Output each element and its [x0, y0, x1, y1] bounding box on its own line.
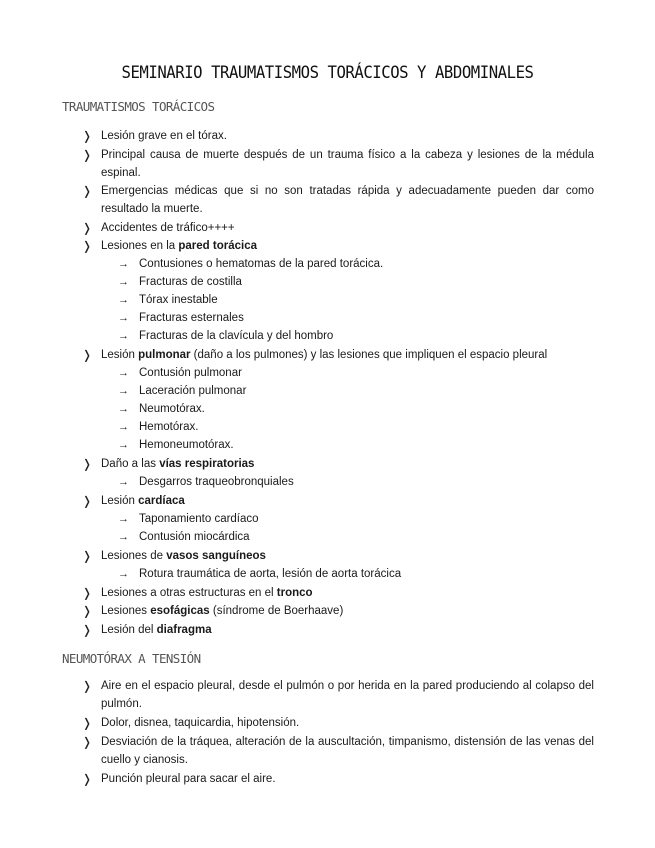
- list-item: [82, 219, 594, 237]
- item-text: Accidentes de tráfico++++: [101, 222, 235, 234]
- sub-item: [118, 473, 588, 491]
- arrow-icon: →: [118, 312, 129, 324]
- sub-item: [118, 565, 588, 583]
- list-item: [82, 677, 594, 713]
- sub-item-text: Taponamiento cardíaco: [139, 513, 259, 525]
- sub-item-text: Neumotórax.: [139, 403, 205, 415]
- arrow-icon: →: [118, 258, 129, 270]
- item-bold-text: pulmonar: [138, 349, 191, 361]
- item-text: Principal causa de muerte después de un trauma físico a la cabeza y lesiones de la médula espinal.: [101, 149, 594, 179]
- item-text: Daño a las: [101, 458, 160, 470]
- sub-item-text: Fracturas de costilla: [139, 276, 242, 288]
- item-bold-text: pared torácica: [178, 240, 257, 252]
- sub-item: [118, 510, 588, 528]
- sub-item-text: Tórax inestable: [139, 294, 218, 306]
- arrow-icon: →: [118, 421, 129, 433]
- item-bold-text: cardíaca: [138, 495, 185, 507]
- item-bold-text: vasos sanguíneos: [166, 550, 266, 562]
- sub-item-text: Contusiones o hematomas de la pared torácica.: [139, 258, 384, 270]
- item-text: Lesión grave en el tórax.: [101, 130, 227, 142]
- arrow-icon: →: [118, 439, 129, 451]
- section-heading-neumotorax: NEUMOTÓRAX A TENSIÓN: [62, 651, 201, 666]
- list-item: [82, 547, 594, 565]
- bullet-icon: ❭: [82, 604, 93, 618]
- item-text: Lesiones de: [101, 550, 167, 562]
- item-text: Dolor, disnea, taquicardia, hipotensión.: [101, 717, 300, 729]
- item-text: Lesiones a otras estructuras en el: [101, 587, 277, 599]
- item-text: Lesión del: [101, 624, 157, 636]
- list-item: [82, 492, 594, 510]
- sub-item: [118, 418, 588, 436]
- arrow-icon: →: [118, 367, 129, 379]
- item-text: Punción pleural para sacar el aire.: [101, 773, 276, 785]
- sub-item-text: Laceración pulmonar: [139, 385, 247, 397]
- item-text: Aire en el espacio pleural, desde el pulmón o por herida en la pared produciendo al colapso del pulmón.: [101, 680, 594, 710]
- arrow-icon: →: [118, 476, 129, 488]
- sub-item-text: Desgarros traqueobronquiales: [139, 476, 294, 488]
- arrow-icon: →: [118, 568, 129, 580]
- bullet-icon: ❭: [82, 348, 93, 362]
- item-text: Lesiones en la: [101, 240, 179, 252]
- bullet-icon: ❭: [82, 735, 93, 749]
- sub-item-text: Contusión pulmonar: [139, 367, 242, 379]
- bullet-icon: ❭: [82, 549, 93, 563]
- item-text: Lesión: [101, 349, 139, 361]
- item-text: Desviación de la tráquea, alteración de la auscultación, timpanismo, distensión de las venas del cuello y cianosis.: [101, 736, 594, 766]
- item-bold-text: esofágicas: [150, 605, 210, 617]
- item-text: Lesiones: [101, 605, 151, 617]
- sub-item-text: Fracturas esternales: [139, 312, 244, 324]
- sub-item: [118, 364, 588, 382]
- list-item: [82, 733, 594, 769]
- item-text: Emergencias médicas que si no son tratadas rápida y adecuadamente pueden dar como resultado la muerte.: [101, 185, 594, 215]
- bullet-icon: ❭: [82, 586, 93, 600]
- list-item: [82, 127, 594, 145]
- list-item: [82, 455, 594, 473]
- sub-item-text: Rotura traumática de aorta, lesión de aorta torácica: [139, 568, 402, 580]
- item-bold-text: vías respiratorias: [159, 458, 255, 470]
- bullet-icon: ❭: [82, 148, 93, 162]
- arrow-icon: →: [118, 403, 129, 415]
- sub-item-text: Hemotórax.: [139, 421, 199, 433]
- item-text-post: (síndrome de Boerhaave): [209, 605, 344, 617]
- item-bold-text: tronco: [276, 587, 313, 599]
- list-item: [82, 714, 594, 732]
- sub-item: [118, 436, 588, 454]
- arrow-icon: →: [118, 531, 129, 543]
- bullet-icon: ❭: [82, 457, 93, 471]
- sub-item: [118, 309, 588, 327]
- sub-item: [118, 291, 588, 309]
- arrow-icon: →: [118, 330, 129, 342]
- list-item: [82, 621, 594, 639]
- bullet-icon: ❭: [82, 494, 93, 508]
- section-heading-traumatismos: TRAUMATISMOS TORÁCICOS: [62, 99, 215, 114]
- list-item: [82, 346, 594, 364]
- sub-item: [118, 400, 588, 418]
- sub-item: [118, 255, 588, 273]
- list-item: [82, 602, 594, 620]
- bullet-icon: ❭: [82, 221, 93, 235]
- sub-item-text: Hemoneumotórax.: [139, 439, 234, 451]
- sub-item-text: Fracturas de la clavícula y del hombro: [139, 330, 334, 342]
- arrow-icon: →: [118, 294, 129, 306]
- arrow-icon: →: [118, 513, 129, 525]
- item-text: Lesión: [101, 495, 139, 507]
- arrow-icon: →: [118, 385, 129, 397]
- bullet-icon: ❭: [82, 679, 93, 693]
- list-item: [82, 770, 594, 788]
- sub-item-text: Contusión miocárdica: [139, 531, 250, 543]
- arrow-icon: →: [118, 276, 129, 288]
- item-text-post: (daño a los pulmones) y las lesiones que impliquen el espacio pleural: [190, 349, 548, 361]
- bullet-icon: ❭: [82, 184, 93, 198]
- sub-item: [118, 273, 588, 291]
- list-item: [82, 237, 594, 255]
- bullet-icon: ❭: [82, 772, 93, 786]
- list-item: [82, 584, 594, 602]
- bullet-icon: ❭: [82, 129, 93, 143]
- list-item: [82, 146, 594, 182]
- bullet-icon: ❭: [82, 716, 93, 730]
- bullet-icon: ❭: [82, 239, 93, 253]
- item-bold-text: diafragma: [156, 624, 212, 636]
- list-item: [82, 182, 594, 218]
- sub-item: [118, 327, 588, 345]
- page-title: SEMINARIO TRAUMATISMOS TORÁCICOS Y ABDOMINALES: [121, 63, 534, 83]
- sub-item: [118, 382, 588, 400]
- sub-item: [118, 528, 588, 546]
- bullet-icon: ❭: [82, 623, 93, 637]
